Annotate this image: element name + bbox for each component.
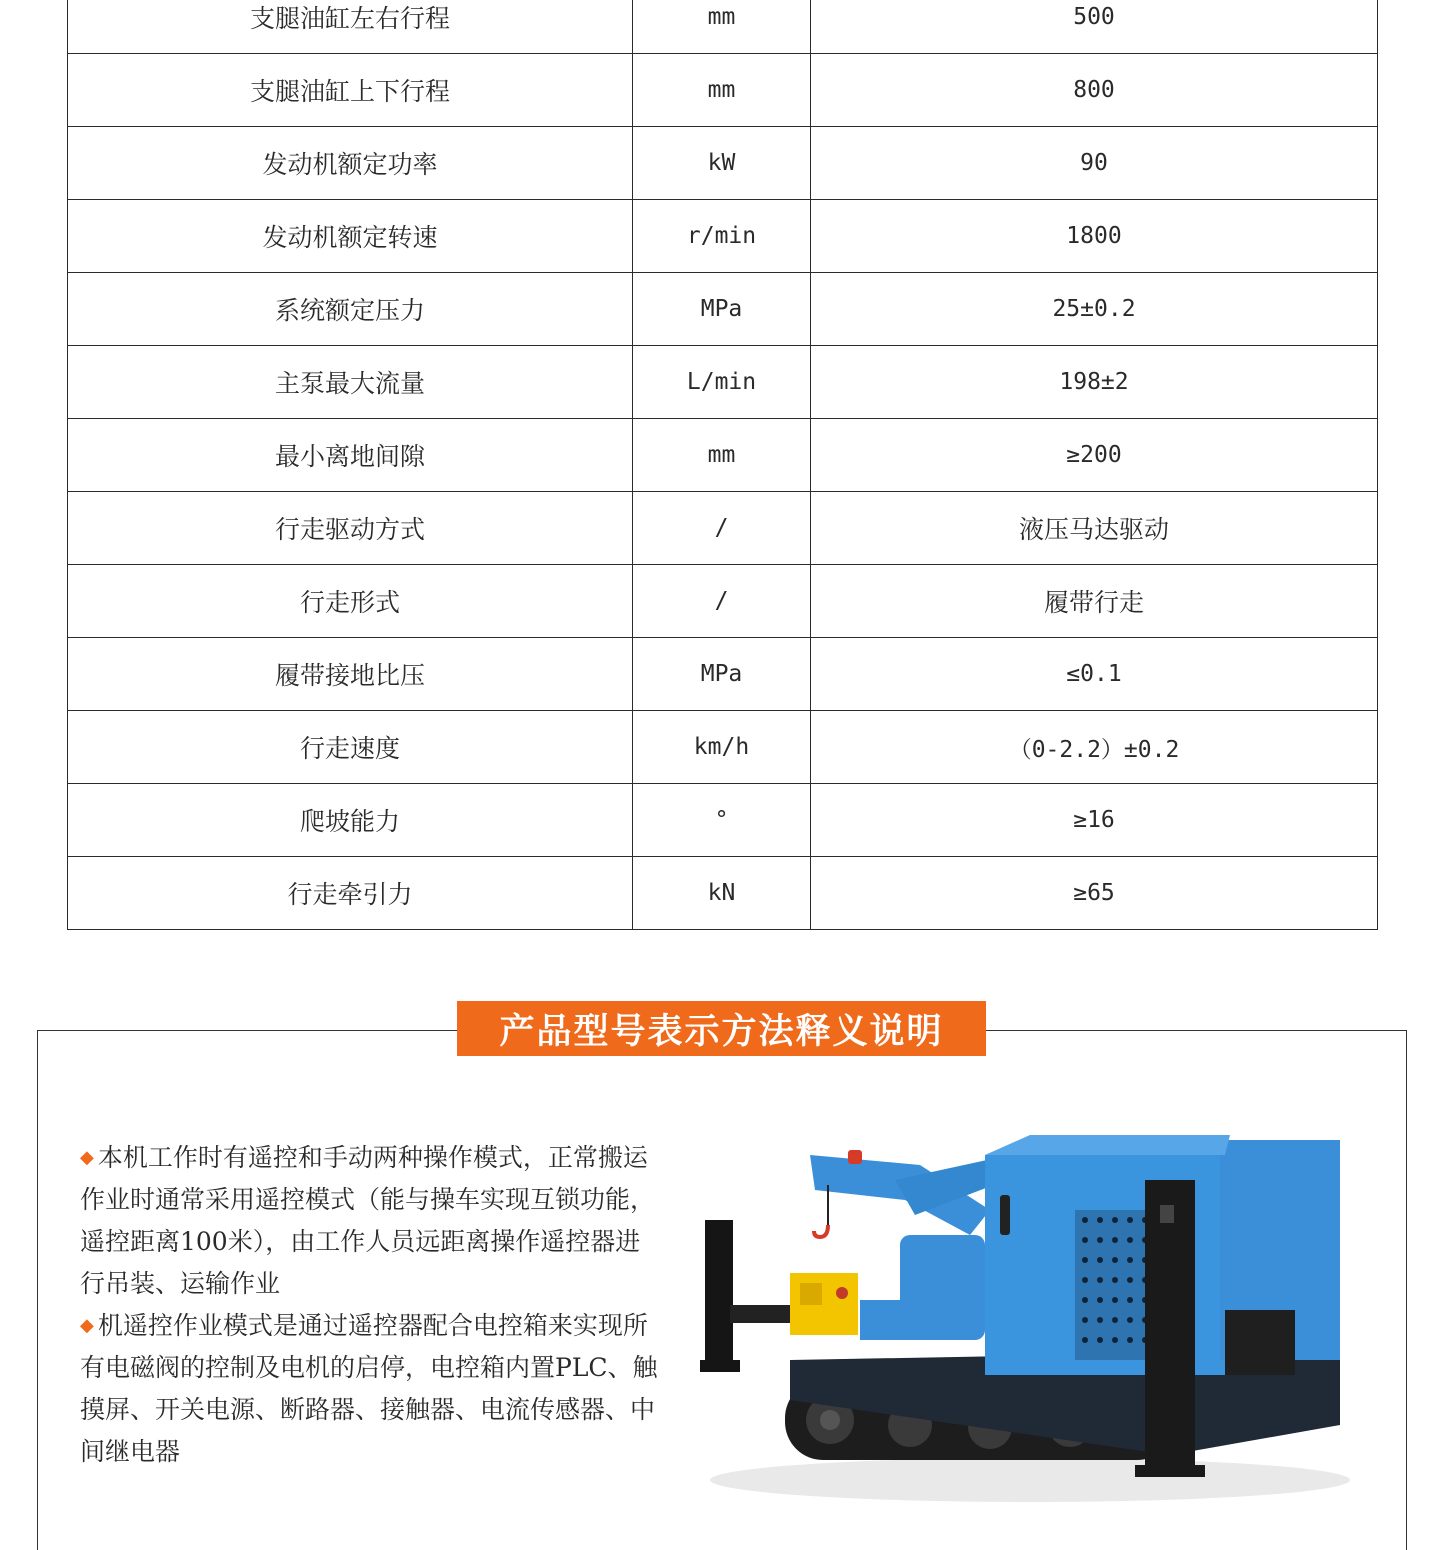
param-value: 1800 xyxy=(811,200,1378,273)
section-title: 产品型号表示方法释义说明 xyxy=(457,1001,986,1056)
param-value: （0-2.2）±0.2 xyxy=(811,711,1378,784)
crawler-crane-machine-image xyxy=(690,1125,1360,1525)
param-name: 行走驱动方式 xyxy=(68,492,633,565)
param-name: 系统额定压力 xyxy=(68,273,633,346)
table-row xyxy=(68,200,1378,273)
param-name: 行走牵引力 xyxy=(68,857,633,930)
table-row xyxy=(68,565,1378,638)
param-unit: kN xyxy=(633,857,811,930)
param-value: 500 xyxy=(811,0,1378,54)
table-row xyxy=(68,492,1378,565)
param-unit: ° xyxy=(633,784,811,857)
table-row xyxy=(68,638,1378,711)
note-item xyxy=(80,1137,660,1305)
table-row xyxy=(68,127,1378,200)
param-name: 行走形式 xyxy=(68,565,633,638)
param-unit: mm xyxy=(633,54,811,127)
param-name: 爬坡能力 xyxy=(68,784,633,857)
param-unit: / xyxy=(633,565,811,638)
param-unit: / xyxy=(633,492,811,565)
table-row xyxy=(68,54,1378,127)
table-row xyxy=(68,784,1378,857)
outrigger-leg xyxy=(705,1220,733,1370)
param-value: 25±0.2 xyxy=(811,273,1378,346)
param-unit: mm xyxy=(633,0,811,54)
param-unit: MPa xyxy=(633,273,811,346)
param-unit: MPa xyxy=(633,638,811,711)
param-name: 支腿油缸上下行程 xyxy=(68,54,633,127)
param-value: 198±2 xyxy=(811,346,1378,419)
diamond-bullet-icon: ◆ xyxy=(80,1315,94,1336)
param-name: 支腿油缸左右行程 xyxy=(68,0,633,54)
param-unit: L/min xyxy=(633,346,811,419)
spec-table xyxy=(67,0,1378,930)
param-value: 液压马达驱动 xyxy=(811,492,1378,565)
description-notes xyxy=(80,1137,660,1473)
param-value: 90 xyxy=(811,127,1378,200)
table-row xyxy=(68,711,1378,784)
param-unit: km/h xyxy=(633,711,811,784)
crane-turret xyxy=(900,1235,985,1340)
param-name: 发动机额定功率 xyxy=(68,127,633,200)
param-name: 主泵最大流量 xyxy=(68,346,633,419)
param-unit: kW xyxy=(633,127,811,200)
param-value: ≥16 xyxy=(811,784,1378,857)
param-unit: r/min xyxy=(633,200,811,273)
table-row xyxy=(68,857,1378,930)
param-value: 800 xyxy=(811,54,1378,127)
param-unit: mm xyxy=(633,419,811,492)
table-row xyxy=(68,346,1378,419)
param-value: 履带行走 xyxy=(811,565,1378,638)
param-value: ≥65 xyxy=(811,857,1378,930)
param-value: ≤0.1 xyxy=(811,638,1378,711)
param-name: 最小离地间隙 xyxy=(68,419,633,492)
outrigger-leg xyxy=(1145,1180,1195,1475)
table-row xyxy=(68,273,1378,346)
param-name: 履带接地比压 xyxy=(68,638,633,711)
note-text: 本机工作时有遥控和手动两种操作模式，正常搬运作业时通常采用遥控模式（能与操车实现互锁功能，遥控距离100米），由工作人员远距离操作遥控器进行吊装、运输作业 xyxy=(80,1143,656,1298)
param-name: 行走速度 xyxy=(68,711,633,784)
table-row xyxy=(68,419,1378,492)
table-row xyxy=(68,0,1378,54)
param-name: 发动机额定转速 xyxy=(68,200,633,273)
diamond-bullet-icon: ◆ xyxy=(80,1147,94,1168)
note-item xyxy=(80,1305,660,1473)
note-text: 机遥控作业模式是通过遥控器配合电控箱来实现所有电磁阀的控制及电机的启停，电控箱内置PLC、触摸屏、开关电源、断路器、接触器、电流传感器、中间继电器 xyxy=(80,1311,658,1466)
param-value: ≥200 xyxy=(811,419,1378,492)
